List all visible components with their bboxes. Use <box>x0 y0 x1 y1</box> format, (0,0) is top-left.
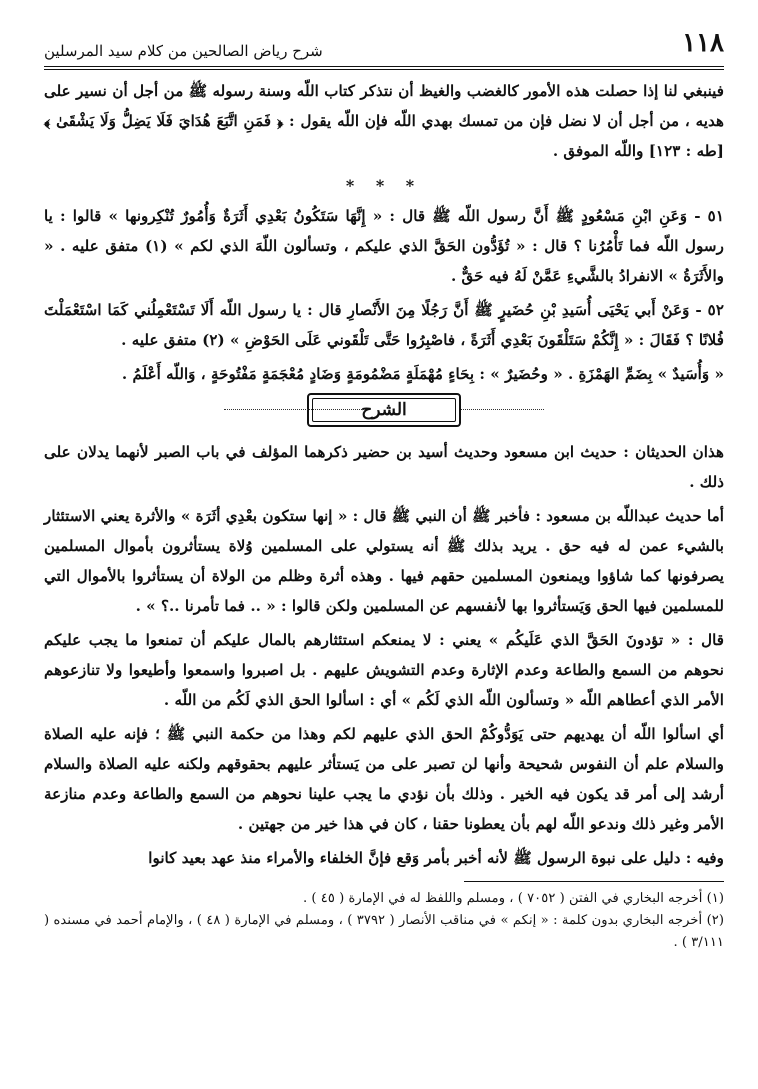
page-header <box>44 26 724 66</box>
commentary-paragraph-5: وفيه : دليل على نبوة الرسول ﷺ لأنه أخبر بأمر وَقع فإنَّ الخلفاء والأمراء منذ عهد بعيد كانوا <box>148 849 724 867</box>
sharh-title-box <box>307 393 461 427</box>
page-number: ١١٨ <box>682 28 724 58</box>
commentary-paragraph-1: هذان الحديثان : حديث ابن مسعود وحديث أسيد بن حضير ذكرهما المؤلف في باب الصبر لأنهما يدلان على ذلك . <box>44 443 724 491</box>
page-body <box>44 66 724 954</box>
intro-paragraph: فينبغي لنا إذا حصلت هذه الأمور كالغضب والغيظ أن نتذكر كتاب اللّه وسنة رسوله ﷺ من أجل أن نسير على هديه ، من أجل أن لا نضل فإن من تمسك بهدي اللّه فإن اللّه يقول : ﴿ فَمَنِ اتَّبَعَ هُدَايَ فَلَا يَضِلُّ وَلَا يَشْقَىٰ ﴾ [طه : ١٢٣] واللّه الموفق . <box>44 82 724 160</box>
footnote-1: (١) أخرجه البخاري في الفتن ( ٧٠٥٢ ) ، ومسلم واللفظ له في الإمارة ( ٤٥ ) . <box>303 891 724 906</box>
names-note: « وَأُسَيدٌ » بِضَمِّ الهَمْزَةِ . « وحُضَيرٌ » : بِحَاءٍ مُهْمَلَةٍ مَضْمُومَةٍ وَضَادٍ مُعْجَمَةٍ مَفْتُوحَةٍ ، وَاللّه أَعْلَمُ . <box>121 365 724 383</box>
header-rule <box>44 66 724 70</box>
sharh-heading <box>44 393 724 427</box>
book-page <box>44 26 724 954</box>
footnote-2: (٢) أخرجه البخاري بدون كلمة : « إنكم » في مناقب الأنصار ( ٣٧٩٢ ) ، ومسلم في الإمارة ( ٤٨ ) ، والإمام أحمد في مسنده ( ٣/١١١ ) . <box>44 913 724 950</box>
footnote-rule <box>464 881 724 882</box>
commentary-paragraph-3: قال : « تؤدونَ الحَقَّ الذي عَلَيكُم » يعني : لا يمنعكم استئثارهم بالمال عليكم أن تمنعوا ما يجب عليكم نحوهم من السمع والطاعة وعدم الإثارة وعدم التشويش عليهم . بل اصبروا واسمعوا وأطيعوا ولا تنازعوهم الأمر الذي أعطاهم اللّه « وتسألون اللّه الذي لَكُم » أي : اسألوا الحق الذي لَكُم من اللّه . <box>44 631 724 709</box>
hadith-51: ٥١ - وَعَنِ ابْنِ مَسْعُودٍ ﷺ أَنَّ رسول اللّه ﷺ قال : « إِنَّهَا سَتَكُونُ بَعْدِي أَثَرَةٌ وَأُمُورٌ تُنْكِرونها » قالوا : يا رسول اللّه فما تَأْمُرُنا ؟ قال : « تُؤَدُّون الحَقَّ الذي عليكم ، وتسألون اللّهَ الذي لكم » (١) متفق عليه . « والأَثَرَةُ » الانفرادُ بالشَّيءِ عَمَّنْ لَهُ فيه حَقٌّ . <box>44 207 724 285</box>
commentary-paragraph-2: أما حديث عبداللّه بن مسعود : فأخبر ﷺ أن النبي ﷺ قال : « إنها ستكون بعْدِي أثَرَة » والأثرة يعني الاستئثار بالشيء عمن له فيه حق . يريد بذلك ﷺ أنه يستولي على المسلمين وُلاة يستأثرون بأموال المسلمين يصرفونها كما شاؤوا ويمنعون المسلمين حقهم فيها . وهذه أثرة وظلم من الولاة أن يستأثروا بالأموال التي للمسلمين فيها الحق وَيَستأثروا بها لأنفسهم عن المسلمين ولكن قالوا : « .. فما تأمرنا ..؟ » . <box>44 507 724 615</box>
commentary-paragraph-4: أي اسألوا اللّه أن يهديهم حتى يَوَدُّوكُمْ الحق الذي عليهم لكم وهذا من حكمة النبي ﷺ ؛ فإنه عليه الصلاة والسلام علم أن النفوس شحيحة وأنها لن تصبر على من يَستأثر عليهم بحقوقهم ولكنه عليه الصلاة والسلام أرشد إلى أمر قد يكون فيه الخير . وذلك بأن نؤدي ما يجب علينا نحوهم من السمع والطاعة وعدم منازعة الأمر وغير ذلك وندعو اللّه لهم بأن يعطونا حقنا ، كان في هذا خير من جهتين . <box>44 725 724 833</box>
ornament-line-left <box>224 409 364 410</box>
section-separator: * * * <box>345 176 423 195</box>
running-title: شرح رياض الصالحين من كلام سيد المرسلين <box>44 42 323 60</box>
sharh-title: الشرح <box>361 400 407 420</box>
hadith-52: ٥٢ - وَعَنْ أَبي يَحْيَى أُسَيدِ بْنِ حُضَيرٍ ﷺ أَنَّ رَجُلًا مِنَ الأَنْصارِ قال : يا رسول اللّه أَلَا تَسْتَعْمِلُني كَمَا اسْتَعْمَلْتَ فُلانًا ؟ فَقَالَ : « إِنَّكُمْ سَتَلْقَونَ بَعْدِي أَثَرَةً ، فاصْبِرُوا حَتَّى تَلْقَوني عَلَى الحَوْضِ » (٢) متفق عليه . <box>44 301 724 349</box>
